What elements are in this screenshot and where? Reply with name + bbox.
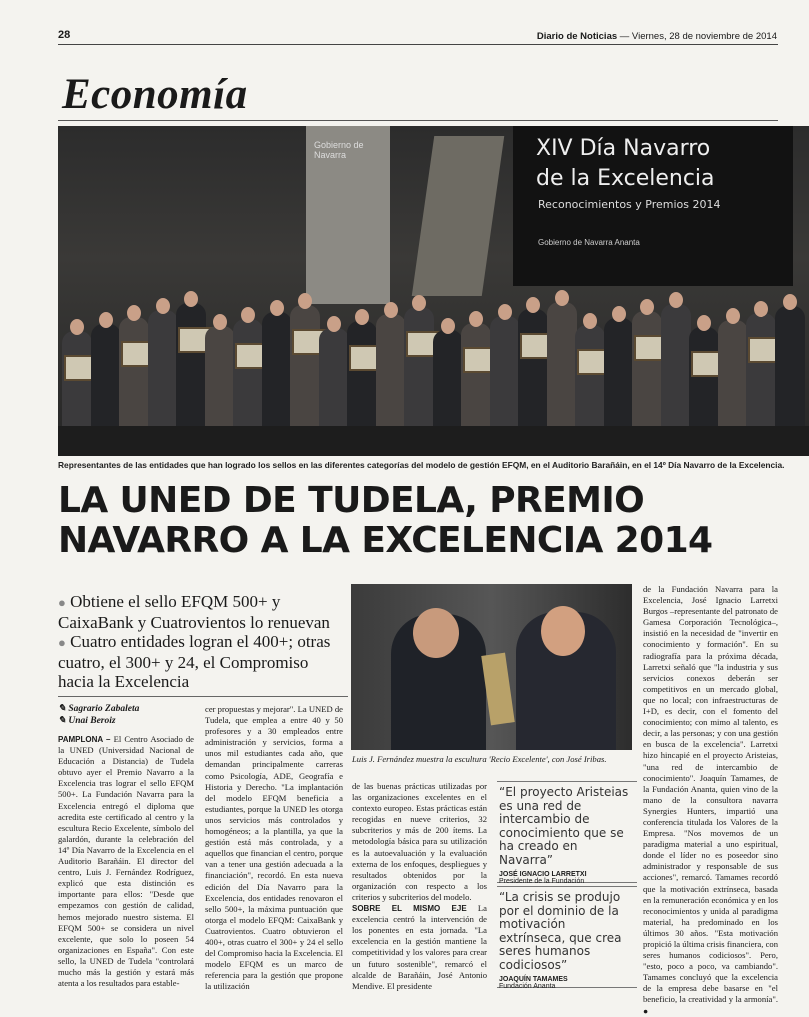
- recipient-figure: [632, 311, 662, 426]
- recipient-face: [640, 299, 654, 315]
- recipient-face: [241, 307, 255, 323]
- recipient-figure: [461, 323, 491, 426]
- subhead-2-text: Cuatro entidades logran el 400+; otras cuatro, el 300+ y 24, el Compromiso hacia la Excelencia: [58, 632, 331, 691]
- recipient-figure: [404, 307, 434, 426]
- headline-line-1: LA UNED DE TUDELA, PREMIO: [58, 480, 645, 521]
- body-column-3: [352, 781, 487, 992]
- recipient-figure: [119, 317, 149, 426]
- recipient-figure: [262, 312, 292, 426]
- recipient-figure: [775, 306, 805, 426]
- quote-1-role: Presidente de la Fundación: [499, 878, 585, 885]
- banner-text: Gobierno de Navarra: [314, 140, 364, 160]
- paper-name: Diario de Noticias: [536, 31, 618, 42]
- recipient-face: [127, 305, 141, 321]
- issue-date: — Viernes, 28 de noviembre de 2014: [619, 31, 777, 42]
- award-photo-caption: Luis J. Fernández muestra la escultura 'Recio Excelente', con José Iribas.: [352, 754, 607, 764]
- recipient-figure: [91, 324, 121, 426]
- hero-photo: [58, 126, 809, 456]
- recipient-figure: [490, 316, 520, 426]
- col3-text: de las buenas prácticas utilizadas por las organizaciones excelentes en el contexto europeo. Estas prácticas están recogidas en nueve criterios, 32 subcriterios y más de 200 ítems. La metodología básica para su utilización es la autoevaluación y la evaluación externa de los enfoques, despliegues y resultados obtenidos por la organización con respecto a los criterios y subcriterios del modelo.: [352, 781, 487, 902]
- quote-2-text: “La crisis se produjo por el dominio de la motivación extrínseca, que crea seres humanos codiciosos”: [499, 890, 622, 972]
- folio: [537, 31, 777, 42]
- recipient-figure: [575, 325, 605, 426]
- author-1-name: Sagrario Zabaleta: [68, 704, 140, 714]
- recipient-face: [526, 297, 540, 313]
- headline-line-2: NAVARRO A LA EXCELENCIA 2014: [58, 520, 713, 561]
- recipient-face: [498, 304, 512, 320]
- recipient-face: [70, 319, 84, 335]
- recipient-face: [469, 311, 483, 327]
- recipient-face: [355, 309, 369, 325]
- subhead-inline: SOBRE EL MISMO EJE: [352, 904, 467, 914]
- body-column-4: de la Fundación Navarra para la Excelencia, José Ignacio Larretxi Burgos –representante del patronato de Gamesa Corporación Tecnológica–, insistió en la necesidad de "invertir en conocimiento y formación". En su radiografía para la próxima década, Larretxi señaló que "la industria y sus servicios conexos deberán ser competitivos en un mercado global, que no local; con infraestructuras de I+D, es decir, con el fomento del conocimiento; con mimo al talento, es decir, a las personas; y con una gestión en busca de la excelencia". Larretxi hizo hincapié en el proyecto Aristeias, "una red de intercambio de conocimiento". Joaquín Tamames, de la Fundación Ananta, quien vino de la mano de la consultora navarra Synergies Hunters, impartió una conferencia titulada los Valores de la Empresa. "Nos movemos de un paradigma material a uno espiritual, donde el líder no es poseedor sino administrador y responsable de sus acciones", remarcó. Tamames recordó que la motivación extrínseca, basada en la remuneración económica y en los reconocimientos y unida al paradigma material, ha predominado en los últimos 30 años. "Esta motivación propició la última crisis financiera, con seres humanos codiciosos". Pero, "esto, poco a poco, va cambiando". Tamames concluyó que la excelencia de la empresa debe basarse en "el beneficio, la creatividad y la armonía". ●: [643, 584, 778, 1016]
- face-left: [413, 608, 459, 658]
- pull-quote-2: [497, 886, 637, 988]
- recipient-face: [441, 318, 455, 334]
- recipient-figure: [148, 310, 178, 426]
- recipient-figure: [661, 304, 691, 426]
- recipient-face: [99, 312, 113, 328]
- recipient-face: [555, 290, 569, 306]
- subhead-1-text: Obtiene el sello EFQM 500+ y CaixaBank y Cuatrovientos lo renuevan: [58, 592, 330, 632]
- recipient-figure: [233, 319, 263, 426]
- recipient-figure: [319, 328, 349, 426]
- recipient-figure: [718, 320, 748, 426]
- screen-logos: Gobierno de Navarra Ananta: [538, 238, 640, 247]
- author-2-name: Unai Beroiz: [68, 716, 116, 726]
- pull-quote-1: [497, 781, 637, 883]
- col3-text-b: La excelencia centró la intervención de los ponentes en esta jornada. "La excelencia en la gestión mantiene la competitividad y los valores para crear un futuro sostenible", remarcó el alcalde de Barañáin, José Antonio Mendive. El presidente: [352, 903, 487, 991]
- recipient-figure: [547, 302, 577, 426]
- top-rule: [58, 44, 778, 45]
- recipient-face: [298, 293, 312, 309]
- recipient-figure: [290, 305, 320, 426]
- recipient-figure: [604, 318, 634, 426]
- quote-1-name: JOSÉ IGNACIO LARRETXI: [499, 871, 587, 878]
- recipient-figure: [518, 309, 548, 426]
- screen-subtitle: Reconocimientos y Premios 2014: [538, 198, 721, 211]
- trophy-sculpture: [481, 653, 515, 726]
- body-column-2: cer propuestas y mejorar". La UNED de Tudela, que emplea a entre 40 y 50 profesores y a 30 empleados entre administración y servicios, forma a unos mil estudiantes cada año, que demandan principalmente carreras como Psicología, ADE, Geografía e Historia y Derecho. "La implantación del modelo EFQM beneficia a estudiantes, porque la UNED les otorga unos servicios más controlados y homogéneos; a la plantilla, ya que la gestión está más controlada, y a aquellos que financian el centro, porque van a tener una gestión adecuada a la financiación", recordó. En esta nueva edición del Día Navarro para la Excelencia, dos entidades renovaron el sello 500+, la máxima puntuación que otorga el modelo EFQM: CaixaBank y Cuatrovientos. Cuatro obtuvieron el 400+, otras cuatro el 300+ y 24 el sello del Compromiso hacia la Excelencia. El modelo EFQM es un marco de referencia para la gestión que propone la utilización: [205, 704, 343, 992]
- stage-banner: [306, 126, 390, 304]
- stage-sculpture: [412, 136, 504, 296]
- recipient-face: [669, 292, 683, 308]
- face-right: [541, 606, 585, 656]
- author-1: ✎ Sagrario Zabaleta: [58, 704, 140, 714]
- recipient-face: [327, 316, 341, 332]
- recipient-face: [783, 294, 797, 310]
- subhead-2: [58, 632, 348, 692]
- recipient-face: [270, 300, 284, 316]
- bullet-icon: ●: [58, 595, 66, 610]
- subhead-1: [58, 592, 348, 632]
- dateline: PAMPLONA –: [58, 735, 111, 744]
- recipient-figure: [347, 321, 377, 426]
- recipient-face: [754, 301, 768, 317]
- stage-floor: [58, 426, 809, 456]
- recipient-face: [697, 315, 711, 331]
- byline: [58, 703, 139, 727]
- recipient-face: [384, 302, 398, 318]
- section-title: Economía: [62, 71, 248, 118]
- author-2: ✎ Unai Beroiz: [58, 716, 116, 726]
- recipient-figure: [176, 303, 206, 426]
- recipient-face: [184, 291, 198, 307]
- recipient-figure: [205, 326, 235, 426]
- quote-2-role: Fundación Ananta: [499, 983, 556, 990]
- screen-title-2: de la Excelencia: [536, 166, 715, 191]
- recipient-face: [583, 313, 597, 329]
- bullet-icon: ●: [58, 635, 66, 650]
- page-number: 28: [58, 29, 71, 41]
- recipient-figure: [433, 330, 463, 426]
- recipient-face: [612, 306, 626, 322]
- recipient-figure: [376, 314, 406, 426]
- recipient-figure: [746, 313, 776, 426]
- body-column-1: [58, 734, 194, 989]
- award-group: [58, 286, 809, 426]
- subheads: [58, 592, 348, 692]
- byline-rule: [58, 696, 348, 697]
- quote-2-name: JOAQUÍN TAMAMES: [499, 976, 568, 983]
- headline: [58, 481, 778, 561]
- section-rule: [58, 120, 778, 121]
- recipient-face: [213, 314, 227, 330]
- hero-caption: Representantes de las entidades que han logrado los sellos en las diferentes categorías del modelo de gestión EFQM, en el Auditorio Barañáin, en el 14º Día Navarro de la Excelencia.: [58, 460, 785, 470]
- award-photo: [351, 584, 632, 750]
- screen-title-1: XIV Día Navarro: [536, 136, 711, 161]
- col1-text: El Centro Asociado de la UNED (Universidad Nacional de Educación a Distancia) de Tudela obtuvo ayer el Premio Navarro a la Excelencia tras lograr el sello EFQM 500+. La Fundación Navarra para la Excelencia entregó el diploma que acredita este certificado al centro y la escultura Recio Excelente, símbolo del galardón, durante la celebración del 14º Día Navarro de la Excelencia en el Auditorio Barañáin. El director del centro, Luis J. Fernández Rodríguez, explicó que esta distinción es importante para ellos: "Desde que empezamos con gestión de calidad, hemos mejorado nuestro sistema. El EFQM 500+ se considera un nivel excelente, que solo lo poseen 54 organizaciones en España". Con este sello, la UNED de Tudela "controlará mucho más la gestión y estará más atenta a los resultados para estable-: [58, 734, 194, 989]
- recipient-face: [726, 308, 740, 324]
- quote-1-text: “El proyecto Aristeias es una red de intercambio de conocimiento que se ha creado en Navarra”: [499, 785, 629, 867]
- recipient-face: [156, 298, 170, 314]
- recipient-face: [412, 295, 426, 311]
